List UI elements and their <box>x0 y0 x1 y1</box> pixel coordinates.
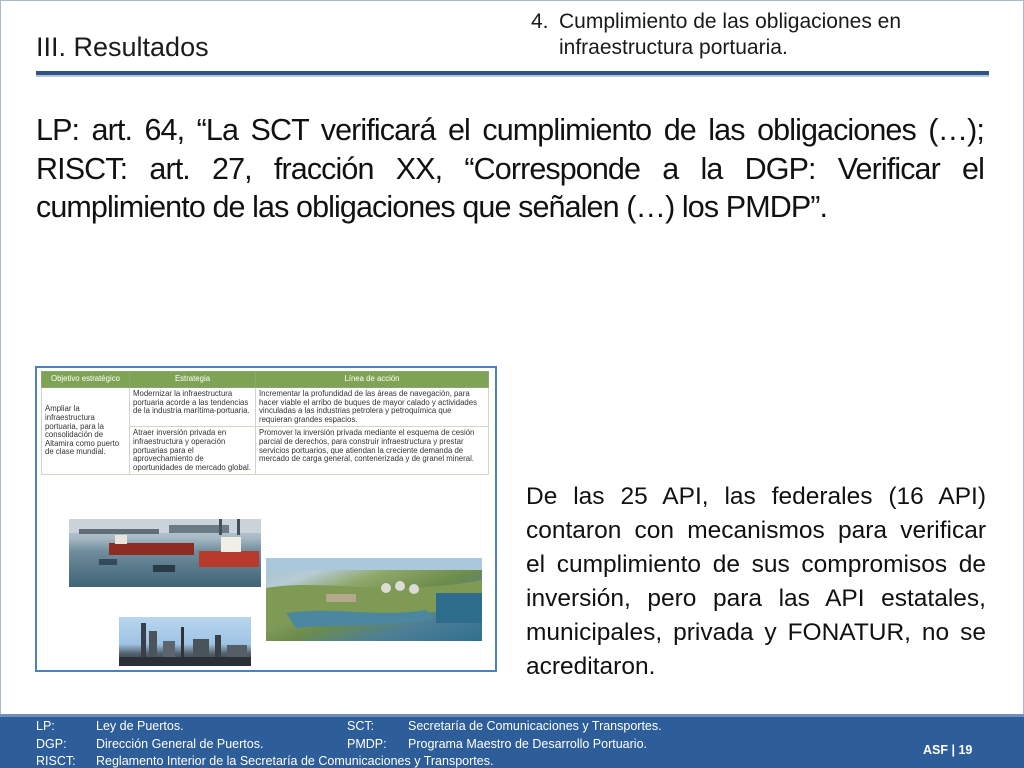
glossary-definition: Secretaría de Comunicaciones y Transportes. <box>408 719 662 733</box>
footer-bar <box>0 714 1024 768</box>
glossary-definition: Dirección General de Puertos. <box>96 737 264 751</box>
glossary-abbr: SCT: <box>347 719 375 733</box>
action-cell: Promover la inversión privada mediante el esquema de cesión parcial de derechos, para construir infraestructura y prestar servicios portuarios, que atiendan la creciente demanda de mercado de carga general, contenerizada y de granel mineral. <box>256 427 489 475</box>
strategy-cell: Modernizar la infraestructura portuaria acorde a las tendencias de la industria marítima-portuaria. <box>130 388 256 427</box>
table-header-cell: Estrategia <box>130 372 256 388</box>
strategy-table <box>41 371 489 475</box>
glossary-abbr: RISCT: <box>36 754 76 768</box>
glossary-definition: Reglamento Interior de la Secretaría de Comunicaciones y Transportes. <box>96 754 494 768</box>
table-header-cell: Objetivo estratégico <box>42 372 130 388</box>
objective-cell: Ampliar la infraestructura portuaria, para la consolidación de Altamira como puerto de clase mundial. <box>42 388 130 475</box>
coastal-port-aerial-photo <box>266 558 482 641</box>
strategy-cell: Atraer inversión privada en infraestructura y operación portuarias para el aprovechamiento de oportunidades de mercado global. <box>130 427 256 475</box>
legal-quote: LP: art. 64, “La SCT verificará el cumplimiento de las obligaciones (…); RISCT: art. 27, fracción XX, “Corresponde a la DGP: Verificar el cumplimiento de las obligaciones que señalen (…) los PMDP”. <box>36 113 984 224</box>
table-row <box>42 388 489 427</box>
finding-text: De las 25 API, las federales (16 API) contaron con mecanismos para verificar el cumplimiento de sus compromisos de inversión, pero para las API estatales, municipales, privada y FONATUR, no se acreditaron. <box>526 483 986 680</box>
glossary-definition: Programa Maestro de Desarrollo Portuario. <box>408 737 647 751</box>
table-header-cell: Línea de acción <box>256 372 489 388</box>
topic-text: Cumplimiento de las obligaciones en infraestructura portuaria. <box>559 10 902 59</box>
figure-panel <box>35 366 497 672</box>
port-ships-photo <box>69 519 261 587</box>
section-title: III. Resultados <box>36 32 209 62</box>
table-header-row <box>42 372 489 388</box>
page-number: ASF | 19 <box>923 743 973 757</box>
footer-top-strip <box>0 714 1024 717</box>
action-cell: Incrementar la profundidad de las áreas de navegación, para hacer viable el arribo de buques de mayor calado y actividades vinculadas a las industrias petrolera y petroquímica que requieran grandes espacios. <box>256 388 489 427</box>
glossary-definition: Ley de Puertos. <box>96 719 184 733</box>
refinery-photo <box>119 617 251 666</box>
title-divider-shadow <box>36 75 989 77</box>
glossary-abbr: LP: <box>36 719 55 733</box>
topic-number: 4. <box>531 10 549 33</box>
glossary-abbr: DGP: <box>36 737 67 751</box>
glossary-abbr: PMDP: <box>347 737 387 751</box>
